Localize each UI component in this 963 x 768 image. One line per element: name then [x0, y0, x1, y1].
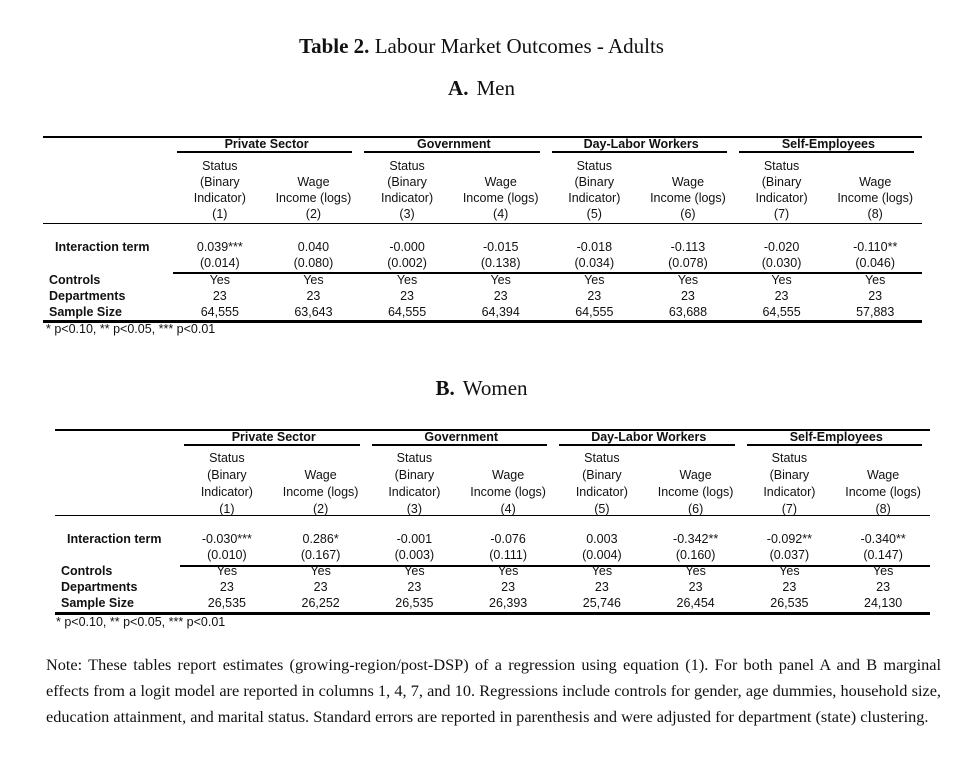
panel-a-name: Men: [476, 76, 515, 100]
departments-value: 23: [219, 580, 234, 594]
departments-value: 23: [407, 580, 422, 594]
column-header-line: Income (logs): [470, 485, 546, 499]
column-header-line: Status: [584, 451, 620, 465]
column-header-line: Income (logs): [275, 191, 352, 205]
standard-error: (0.167): [300, 548, 341, 562]
column-header-line: (Binary: [394, 468, 435, 482]
controls-value: Yes: [209, 273, 231, 287]
column-header-line: Wage: [859, 175, 892, 189]
coefficient: 0.039***: [196, 240, 243, 254]
column-header-line: Wage: [671, 175, 705, 189]
sample-size-value: 26,535: [770, 596, 809, 610]
departments-value: 23: [501, 580, 516, 594]
column-header-line: Indicator): [575, 485, 628, 499]
column-header-line: Indicator): [755, 191, 808, 205]
panel-b-footnote: * p<0.10, ** p<0.05, *** p<0.01: [56, 615, 226, 629]
controls-value: Yes: [771, 273, 792, 287]
departments-value: 23: [868, 289, 883, 303]
column-header-line: Indicator): [568, 191, 621, 205]
group-header: Private Sector: [231, 430, 316, 444]
coefficient: -0.092**: [766, 532, 812, 546]
row-label-departments: Departments: [61, 580, 138, 594]
controls-value: Yes: [584, 273, 605, 287]
column-header-line: (4): [500, 502, 516, 516]
column-header-line: Indicator): [200, 485, 253, 499]
sample-size-value: 64,555: [575, 305, 614, 319]
column-header-line: (Binary: [387, 175, 427, 189]
sample-size-value: 26,252: [301, 596, 340, 610]
column-header-line: Wage: [297, 175, 330, 189]
table-title-text: Labour Market Outcomes - Adults: [374, 34, 664, 58]
row-label-interaction: Interaction term: [55, 240, 150, 254]
standard-error: (0.002): [387, 256, 427, 270]
column-header-line: (6): [680, 207, 696, 221]
coefficient: -0.020: [763, 240, 800, 254]
column-header-line: (1): [219, 502, 235, 516]
standard-error: (0.030): [761, 256, 802, 270]
column-header-line: (Binary: [207, 468, 247, 482]
coefficient: -0.342**: [673, 532, 719, 546]
departments-value: 23: [400, 289, 415, 303]
panel-b-table: [55, 429, 930, 619]
group-header: Self-Employees: [781, 137, 875, 151]
group-header: Government: [424, 430, 499, 444]
coefficient: -0.076: [490, 532, 526, 546]
departments-value: 23: [680, 289, 695, 303]
column-header-line: (3): [399, 207, 415, 221]
column-header-line: (6): [687, 502, 704, 516]
column-header-line: Status: [396, 451, 433, 465]
group-underline: [177, 151, 352, 153]
column-header-line: (3): [406, 502, 423, 516]
row-label-sample-size: Sample Size: [49, 305, 122, 319]
standard-error: (0.147): [863, 548, 903, 562]
column-header-line: (2): [312, 502, 329, 516]
column-header-line: Status: [763, 159, 800, 173]
coefficient: -0.340**: [860, 532, 906, 546]
panel-b-title: [0, 376, 963, 401]
sample-size-value: 24,130: [864, 596, 903, 610]
sample-size-value: 26,393: [489, 596, 528, 610]
controls-value: Yes: [490, 273, 511, 287]
sample-size-value: 63,643: [294, 305, 333, 319]
departments-value: 23: [587, 289, 602, 303]
standard-error: (0.010): [207, 548, 247, 562]
group-header: Day-Labor Workers: [583, 137, 699, 151]
column-header-line: (5): [594, 502, 610, 516]
standard-error: (0.046): [855, 256, 895, 270]
controls-value: Yes: [864, 273, 886, 287]
standard-error: (0.078): [668, 256, 708, 270]
controls-value: Yes: [872, 564, 894, 578]
row-label-interaction: Interaction term: [67, 532, 162, 546]
group-header: Self-Employees: [789, 430, 883, 444]
departments-value: 23: [306, 289, 321, 303]
column-header-line: Income (logs): [462, 191, 539, 205]
standard-error: (0.003): [394, 548, 435, 562]
row-label-sample-size: Sample Size: [61, 596, 134, 610]
column-header-line: Income (logs): [650, 191, 726, 205]
column-header-line: Wage: [492, 468, 525, 482]
panel-a-title: [0, 76, 963, 101]
column-header-line: (8): [867, 207, 883, 221]
column-header-line: Indicator): [763, 485, 816, 499]
departments-value: 23: [876, 580, 891, 594]
column-header-line: Income (logs): [837, 191, 914, 205]
column-header-line: Wage: [867, 468, 900, 482]
departments-value: 23: [212, 289, 227, 303]
controls-value: Yes: [396, 273, 418, 287]
group-underline: [739, 151, 914, 153]
column-header-line: Indicator): [388, 485, 441, 499]
departments-value: 23: [782, 580, 797, 594]
standard-error: (0.034): [574, 256, 615, 270]
column-header-line: Status: [389, 159, 425, 173]
column-header-line: (8): [875, 502, 891, 516]
column-header-line: Income (logs): [845, 485, 921, 499]
controls-value: Yes: [216, 564, 238, 578]
controls-value: Yes: [303, 273, 324, 287]
controls-value: Yes: [677, 273, 699, 287]
table-note: Note: These tables report estimates (growing-region/post-DSP) of a regression using equation (1). For both panel A and B marginal effects from a logit model are reported in columns 1, 4, 7, and 10. Regressions include controls for gender, age dummies, household size, education attainment, and marital status. Standard errors are reported in parenthesis and were adjusted for department (state) clustering.: [46, 655, 941, 726]
sample-size-value: 64,555: [200, 305, 239, 319]
group-underline: [559, 444, 735, 446]
table-number: Table 2.: [299, 34, 370, 58]
column-header-line: Indicator): [381, 191, 434, 205]
controls-value: Yes: [591, 564, 613, 578]
group-header: Private Sector: [224, 137, 309, 151]
column-header-line: (Binary: [582, 468, 622, 482]
column-header-line: (1): [212, 207, 228, 221]
column-header-line: Income (logs): [282, 485, 359, 499]
group-underline: [747, 444, 923, 446]
standard-error: (0.080): [293, 256, 334, 270]
standard-error: (0.037): [769, 548, 810, 562]
departments-value: 23: [313, 580, 328, 594]
standard-error: (0.138): [480, 256, 521, 270]
sample-size-value: 26,535: [395, 596, 434, 610]
sample-size-value: 63,688: [668, 305, 708, 319]
column-header-line: Wage: [304, 468, 337, 482]
group-underline: [552, 151, 727, 153]
column-header-line: (Binary: [761, 175, 802, 189]
coefficient: -0.030***: [201, 532, 252, 546]
departments-value: 23: [774, 289, 789, 303]
column-header-line: Status: [576, 159, 613, 173]
standard-error: (0.014): [200, 256, 240, 270]
coefficient: -0.113: [670, 240, 706, 254]
row-label-departments: Departments: [49, 289, 126, 303]
column-header-line: (Binary: [769, 468, 810, 482]
sample-size-value: 64,394: [481, 305, 520, 319]
sample-size-value: 26,535: [207, 596, 246, 610]
table-title: [0, 34, 963, 59]
group-header: Day-Labor Workers: [591, 430, 707, 444]
panel-b-label: B.: [435, 376, 455, 400]
column-header-line: Status: [209, 451, 245, 465]
controls-value: Yes: [404, 564, 425, 578]
controls-value: Yes: [685, 564, 706, 578]
group-underline: [184, 444, 360, 446]
departments-value: 23: [594, 580, 609, 594]
coefficient: 0.003: [586, 532, 618, 546]
panel-a-footnote: * p<0.10, ** p<0.05, *** p<0.01: [46, 322, 216, 336]
column-header-line: (2): [305, 207, 322, 221]
column-header-line: Status: [202, 159, 238, 173]
coefficient: -0.000: [389, 240, 425, 254]
standard-error: (0.004): [582, 548, 622, 562]
group-header: Government: [417, 137, 491, 151]
column-header-line: (5): [586, 207, 602, 221]
group-underline: [364, 151, 539, 153]
column-header-line: (7): [773, 207, 790, 221]
coefficient: -0.110**: [853, 240, 898, 254]
column-header-line: Income (logs): [657, 485, 734, 499]
column-header-line: Wage: [484, 175, 517, 189]
row-label-controls: Controls: [61, 564, 113, 578]
coefficient: 0.040: [297, 240, 330, 254]
column-header-line: Wage: [679, 468, 712, 482]
panel-a-table: [43, 136, 922, 326]
sample-size-value: 57,883: [856, 305, 895, 319]
standard-error: (0.160): [675, 548, 716, 562]
header-rule: [43, 223, 922, 224]
column-header-line: (7): [781, 502, 798, 516]
sample-size-value: 26,454: [676, 596, 715, 610]
row-label-controls: Controls: [49, 273, 101, 287]
panel-b-name: Women: [462, 376, 528, 400]
departments-value: 23: [493, 289, 508, 303]
controls-value: Yes: [779, 564, 800, 578]
column-header-line: Indicator): [193, 191, 246, 205]
column-header-line: Status: [771, 451, 808, 465]
column-header-line: (Binary: [200, 175, 240, 189]
departments-value: 23: [688, 580, 703, 594]
panel-a-label: A.: [448, 76, 469, 100]
sample-size-value: 25,746: [582, 596, 621, 610]
standard-error: (0.111): [489, 548, 527, 562]
coefficient: -0.018: [576, 240, 613, 254]
controls-value: Yes: [497, 564, 519, 578]
coefficient: -0.001: [396, 532, 433, 546]
group-underline: [372, 444, 548, 446]
coefficient: -0.015: [482, 240, 519, 254]
column-header-line: (Binary: [574, 175, 615, 189]
sample-size-value: 64,555: [762, 305, 801, 319]
sample-size-value: 64,555: [387, 305, 427, 319]
controls-value: Yes: [310, 564, 331, 578]
column-header-line: (4): [493, 207, 509, 221]
coefficient: 0.286*: [302, 532, 339, 546]
